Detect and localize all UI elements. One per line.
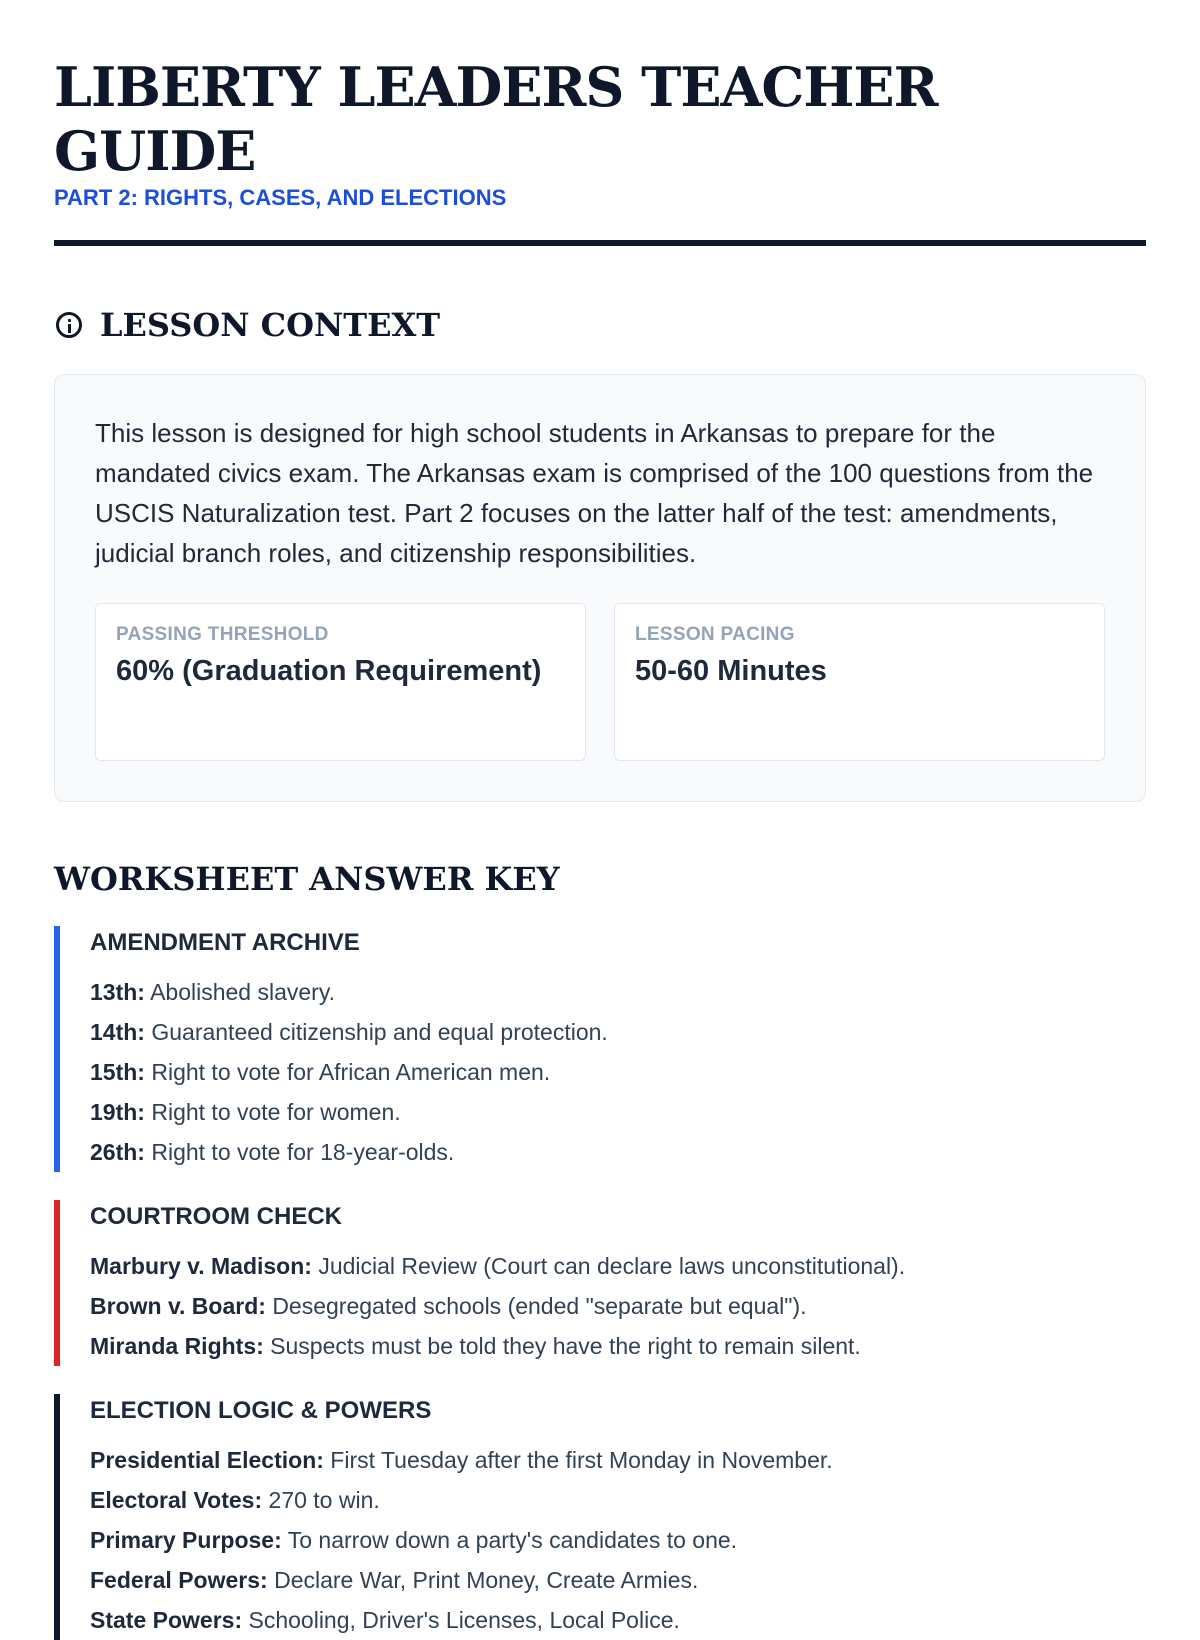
lesson-context-heading <box>54 306 1146 344</box>
item-desc: Suspects must be told they have the right to remain silent. <box>270 1333 861 1359</box>
list-item <box>90 1440 1146 1480</box>
election-logic-section <box>54 1394 1146 1640</box>
list-item <box>90 1132 1146 1172</box>
list-item <box>90 1480 1146 1520</box>
item-desc: Right to vote for 18-year-olds. <box>151 1139 455 1165</box>
section-title: COURTROOM CHECK <box>90 1203 342 1230</box>
courtroom-check-section <box>54 1200 1146 1366</box>
item-desc: 270 to win. <box>268 1487 380 1513</box>
item-desc: Right to vote for African American men. <box>151 1059 551 1085</box>
list-item <box>90 1012 1146 1052</box>
item-desc: Right to vote for women. <box>151 1099 401 1125</box>
item-desc: Guaranteed citizenship and equal protection. <box>151 1019 608 1045</box>
item-term: 14th: <box>90 1019 145 1045</box>
item-term: Miranda Rights: <box>90 1333 264 1359</box>
item-term: Marbury v. Madison: <box>90 1253 312 1279</box>
list-item <box>90 1092 1146 1132</box>
page-subtitle: PART 2: RIGHTS, CASES, AND ELECTIONS <box>54 185 507 210</box>
item-desc: Abolished slavery. <box>150 979 336 1005</box>
item-desc: To narrow down a party's candidates to one. <box>287 1527 738 1553</box>
item-desc: Schooling, Driver's Licenses, Local Police. <box>248 1607 680 1633</box>
lesson-stats <box>95 603 1105 761</box>
item-term: Presidential Election: <box>90 1447 324 1473</box>
passing-threshold-card <box>95 603 586 761</box>
amendment-archive-section <box>54 926 1146 1172</box>
lesson-context-title: LESSON CONTEXT <box>100 306 441 344</box>
list-item <box>90 1520 1146 1560</box>
item-term: Electoral Votes: <box>90 1487 263 1513</box>
item-term: 15th: <box>90 1059 145 1085</box>
list-item <box>90 1246 1146 1286</box>
lesson-context-text: This lesson is designed for high school students in Arkansas to prepare for the mandated civics exam. The Arkansas exam is comprised of the 100 questions from the USCIS Naturalization test. Part 2 focuses on the latter half of the test: amendments, judicial branch roles, and citizenship responsibilities. <box>95 418 1094 568</box>
list-item <box>90 1286 1146 1326</box>
lesson-pacing-card <box>614 603 1105 761</box>
answer-key-heading: WORKSHEET ANSWER KEY <box>54 860 560 898</box>
item-desc: First Tuesday after the first Monday in November. <box>330 1447 833 1473</box>
header-divider <box>54 240 1146 246</box>
item-term: Brown v. Board: <box>90 1293 266 1319</box>
list-item <box>90 1560 1146 1600</box>
item-desc: Declare War, Print Money, Create Armies. <box>274 1567 699 1593</box>
item-desc: Judicial Review (Court can declare laws unconstitutional). <box>318 1253 906 1279</box>
list-item <box>90 1326 1146 1366</box>
item-term: 13th: <box>90 979 145 1005</box>
item-term: Federal Powers: <box>90 1567 268 1593</box>
stat-value: 50-60 Minutes <box>635 655 827 687</box>
section-title: AMENDMENT ARCHIVE <box>90 929 360 956</box>
page-title: LIBERTY LEADERS TEACHER GUIDE <box>54 55 938 183</box>
lesson-context-card <box>54 374 1146 802</box>
stat-label: LESSON PACING <box>635 624 795 645</box>
list-item <box>90 972 1146 1012</box>
item-term: 26th: <box>90 1139 145 1165</box>
section-title: ELECTION LOGIC & POWERS <box>90 1397 432 1424</box>
stat-value: 60% (Graduation Requirement) <box>116 655 542 687</box>
list-item <box>90 1600 1146 1640</box>
list-item <box>90 1052 1146 1092</box>
item-term: State Powers: <box>90 1607 243 1633</box>
item-term: 19th: <box>90 1099 145 1125</box>
item-term: Primary Purpose: <box>90 1527 282 1553</box>
item-desc: Desegregated schools (ended "separate but equal"). <box>272 1293 807 1319</box>
stat-label: PASSING THRESHOLD <box>116 624 329 645</box>
info-icon <box>56 312 82 338</box>
